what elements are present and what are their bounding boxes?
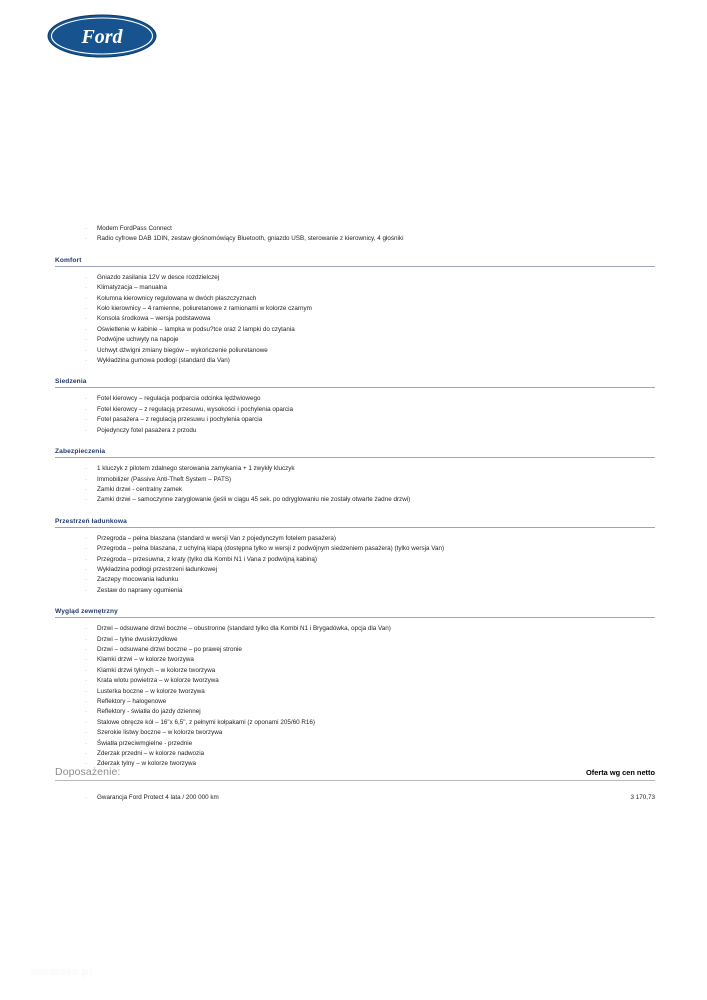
bullet-icon: · [85, 405, 88, 413]
list-item-label: Krata wlotu powietrza – w kolorze tworzywa [97, 677, 219, 685]
list-item [0, 273, 707, 283]
bullet-icon: · [85, 325, 88, 333]
bullet-icon: · [85, 739, 88, 747]
bullet-icon: · [85, 273, 88, 281]
list-item-label: Wykładzina gumowa podłogi (standard dla Van) [97, 357, 230, 365]
lead-item-list [0, 218, 707, 249]
list-item-label: Zamki drzwi – samoczynne zaryglowanie (jeśli w ciągu 45 sek. po odryglowaniu nie zostały otwarte żadne drzwi) [97, 496, 411, 504]
bullet-icon: · [85, 677, 88, 685]
list-item-label: Radio cyfrowe DAB 1DIN, zestaw głośnomówiący Bluetooth, gniazdo USB, sterowanie z kierownicy, 4 głośniki [97, 235, 404, 243]
section-wyglad-zewnetrzny [0, 608, 707, 774]
list-item-label: Przegroda – pełna blaszana, z uchylną klapą (dostępna tylko w wersji z podwójnym siedzeniem pasażera) (tylko wersja Van) [97, 545, 445, 553]
list-item-label: Stalowe obręcze kół – 16"x 6,5", z pełnymi kołpakami (z oponami 205/60 R16) [97, 718, 315, 726]
bullet-icon: · [85, 656, 88, 664]
bullet-icon: · [85, 357, 88, 365]
list-item [0, 666, 707, 676]
bullet-icon: · [85, 750, 88, 758]
bullet-icon: · [85, 496, 88, 504]
list-item-label: Klimatyzacja – manualna [97, 284, 168, 292]
ford-logo [47, 14, 157, 58]
bullet-icon: · [85, 485, 88, 493]
bullet-icon: · [85, 729, 88, 737]
list-item [0, 544, 707, 554]
list-item-label: Fotel kierowcy – z regulacją przesuwu, wysokości i pochylenia oparcia [97, 405, 293, 413]
list-item [0, 485, 707, 495]
section-title: Komfort [55, 256, 82, 264]
list-item-label: Zestaw do naprawy ogumienia [97, 586, 183, 594]
bullet-icon: · [85, 718, 88, 726]
bullet-icon: · [85, 586, 88, 594]
section-title: Wygląd zewnętrzny [55, 608, 118, 616]
list-item [0, 707, 707, 717]
list-item [0, 687, 707, 697]
bullet-icon: · [85, 465, 88, 473]
list-item [0, 356, 707, 366]
bullet-icon: · [85, 794, 88, 801]
list-item-label: Gniazdo zasilania 12V w desce rozdzielczej [97, 273, 220, 281]
list-item-label: Fotel kierowcy – regulacja podparcia odcinka lędźwiowego [97, 395, 261, 403]
list-item-label: Wykładzina podłogi przestrzeni ładunkowej [97, 565, 217, 573]
section-title: Zabezpieczenia [55, 448, 106, 456]
list-item-label: Drzwi – tylne dwuskrzydłowe [97, 635, 178, 643]
bullet-icon: · [85, 555, 88, 563]
list-item-label: Przegroda – pełna blaszana (standard w wersji Van z pojedynczym fotelem pasażera) [97, 534, 336, 542]
list-item [0, 728, 707, 738]
bullet-icon: · [85, 534, 88, 542]
section-item-list [0, 267, 707, 371]
section-title: Przestrzeń ładunkowa [55, 517, 127, 525]
bullet-icon: · [85, 698, 88, 705]
list-item-label: Przegroda – przesuwna, z kraty (tylko dla Kombi N1 i Vana z podwójną kabiną) [97, 555, 318, 563]
list-item [0, 475, 707, 485]
list-item [0, 495, 707, 505]
list-item [0, 464, 707, 474]
bullet-icon: · [85, 576, 88, 584]
list-item-label: Modem FordPass Connect [97, 225, 172, 232]
list-item-label: Immobilizer (Passive Anti-Theft System – PATS) [97, 475, 232, 483]
bullet-icon: · [85, 687, 88, 695]
bullet-icon: · [85, 708, 88, 716]
list-item-label: Lusterka boczne – w kolorze tworzywa [97, 687, 205, 695]
list-item [0, 739, 707, 749]
list-item [0, 234, 707, 244]
list-item-label: Reflektory – halogenowe [97, 698, 167, 705]
bullet-icon: · [85, 315, 88, 323]
bullet-icon: · [85, 416, 88, 424]
list-item [0, 635, 707, 645]
addons-title: Doposażenie: [55, 766, 121, 778]
bullet-icon: · [85, 346, 88, 354]
addons-header-row [0, 766, 707, 780]
list-item [0, 335, 707, 345]
list-item-label: Zamki drzwi - centralny zamek [97, 485, 183, 493]
list-item-label: Pojedynczy fotel pasażera z przodu [97, 426, 197, 434]
list-item-label: Drzwi – odsuwane drzwi boczne – obustronne (standard tylko dla Kombi N1 i Brygadówka, opcja dla Van) [97, 625, 391, 633]
bullet-icon: · [85, 235, 88, 243]
bullet-icon: · [85, 426, 88, 434]
list-item [0, 718, 707, 728]
list-item-label: 1 kluczyk z pilotem zdalnego sterowania zamykania + 1 zwykły kluczyk [97, 465, 295, 473]
list-item [0, 655, 707, 665]
list-item [0, 749, 707, 759]
section-zabezpieczenia [0, 448, 707, 510]
bullet-icon: · [85, 635, 88, 643]
list-item-label: Kolumna kierownicy regulowana w dwóch płaszczyznach [97, 294, 257, 302]
section-siedzenia [0, 378, 707, 440]
bullet-icon: · [85, 565, 88, 573]
list-item-label: Zderzak przedni – w kolorze nadwozia [97, 750, 205, 758]
list-item [0, 565, 707, 575]
list-item-label: Koło kierownicy – 4 ramienne, poliuretanowe z ramionami w kolorze czarnym [97, 305, 312, 313]
list-item [0, 697, 707, 707]
list-item-label: Klamki drzwi – w kolorze tworzywa [97, 656, 194, 664]
list-item [0, 534, 707, 544]
list-item [0, 676, 707, 686]
addon-row [0, 793, 707, 803]
spec-content [0, 218, 707, 774]
list-item [0, 394, 707, 404]
list-item-label: Fotel pasażera – z regulacją przesuwu i pochylenia oparcia [97, 416, 263, 424]
list-item-label: Szerokie listwy boczne – w kolorze tworzywa [97, 729, 223, 737]
list-item-label: Zaczepy mocowania ładunku [97, 576, 179, 584]
bullet-icon: · [85, 625, 88, 633]
list-item [0, 555, 707, 565]
price-column-header: Oferta wg cen netto [586, 768, 655, 777]
list-item-label: Światła przeciwmgielne - przednie [97, 739, 193, 747]
list-item-label: Drzwi – odsuwane drzwi boczne – po prawej stronie [97, 645, 242, 653]
section-komfort [0, 257, 707, 371]
bullet-icon: · [85, 645, 88, 653]
section-title: Siedzenia [55, 378, 87, 386]
bullet-icon: · [85, 395, 88, 403]
list-item [0, 224, 707, 234]
section-item-list [0, 388, 707, 440]
list-item [0, 426, 707, 436]
bullet-icon: · [85, 284, 88, 292]
section-item-list [0, 528, 707, 600]
bullet-icon: · [85, 336, 88, 344]
addon-label: Gwarancja Ford Protect 4 lata / 200 000 km [97, 794, 219, 801]
list-item-label: Podwójne uchwyty na napoje [97, 336, 179, 344]
section-przestrzen-ladunkowa [0, 518, 707, 600]
list-item [0, 415, 707, 425]
list-item [0, 575, 707, 585]
bullet-icon: · [85, 475, 88, 483]
bullet-icon: · [85, 225, 88, 232]
bullet-icon: · [85, 294, 88, 302]
section-item-list [0, 618, 707, 774]
ford-wordmark: Ford [81, 26, 123, 48]
list-item-label: Uchwyt dźwigni zmiany biegów – wykończenie poliuretanowe [97, 346, 268, 354]
addons-section [0, 766, 707, 803]
list-item [0, 304, 707, 314]
list-item [0, 405, 707, 415]
addons-item-list [0, 781, 707, 803]
list-item [0, 624, 707, 634]
list-item [0, 314, 707, 324]
list-item [0, 645, 707, 655]
ford-oval-icon [47, 14, 157, 58]
addon-price: 3 170,73 [630, 794, 655, 801]
list-item [0, 325, 707, 335]
list-item [0, 294, 707, 304]
bullet-icon: · [85, 545, 88, 553]
list-item-label: Zderzak tylny – w kolorze tworzywa [97, 760, 197, 768]
list-item [0, 586, 707, 596]
bullet-icon: · [85, 760, 88, 768]
bullet-icon: · [85, 666, 88, 674]
list-item-label: Klamki drzwi tylnych – w kolorze tworzywa [97, 666, 216, 674]
list-item-label: Oświetlenie w kabinie – lampka w podsu?tce oraz 2 lampki do czytania [97, 325, 295, 333]
watermark: otomoto.pl [31, 966, 93, 978]
list-item-label: Reflektory - światła do jazdy dziennej [97, 708, 201, 716]
list-item [0, 283, 707, 293]
bullet-icon: · [85, 305, 88, 313]
list-item [0, 346, 707, 356]
section-item-list [0, 458, 707, 510]
list-item-label: Konsola środkowa – wersja podstawowa [97, 315, 211, 323]
